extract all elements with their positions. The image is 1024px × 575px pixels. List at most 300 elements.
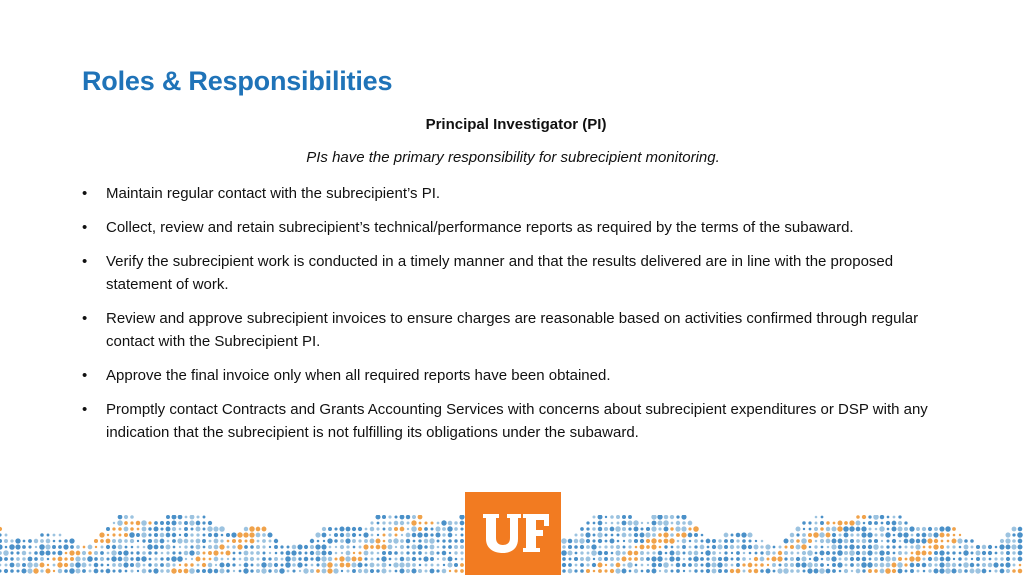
halftone-dot	[766, 569, 771, 574]
halftone-dot	[364, 569, 369, 574]
halftone-dot	[730, 545, 734, 549]
bullet-text: Promptly contact Contracts and Grants Accounting Services with concerns about subrecipient expenditures or DSP with any indication that the subrecipient is not fulfilling its obligations under the subaward.	[106, 401, 928, 441]
halftone-dot	[670, 551, 675, 556]
bullet-icon: •	[82, 219, 88, 236]
halftone-dot	[400, 521, 404, 525]
halftone-dot	[322, 569, 327, 574]
halftone-dot	[345, 538, 350, 543]
halftone-dot	[268, 569, 271, 572]
halftone-dot	[274, 569, 278, 573]
halftone-dot	[790, 563, 794, 567]
halftone-dot	[880, 563, 885, 568]
halftone-dot	[683, 570, 685, 572]
halftone-dot	[124, 521, 128, 525]
halftone-dot	[862, 569, 865, 572]
halftone-dot	[844, 533, 849, 538]
halftone-dot	[605, 522, 607, 524]
halftone-dot	[850, 557, 854, 561]
halftone-dot	[171, 556, 177, 562]
halftone-dot	[460, 533, 463, 536]
halftone-dot	[743, 552, 746, 555]
halftone-dot	[736, 551, 740, 555]
halftone-dot	[123, 556, 128, 561]
halftone-dot	[742, 557, 746, 561]
halftone-dot	[803, 570, 806, 573]
halftone-dot	[867, 532, 872, 537]
halftone-dot	[238, 539, 242, 543]
halftone-dot	[237, 532, 242, 537]
halftone-dot	[711, 562, 716, 567]
halftone-dot	[113, 522, 115, 524]
halftone-dot	[321, 556, 326, 561]
halftone-dot	[971, 546, 974, 549]
halftone-dot	[448, 521, 453, 526]
halftone-dot	[364, 557, 367, 560]
halftone-dot	[430, 551, 435, 556]
halftone-dot	[730, 539, 734, 543]
halftone-dot	[141, 532, 146, 537]
halftone-dot	[376, 563, 379, 566]
halftone-dot	[688, 551, 692, 555]
halftone-dot	[208, 545, 212, 549]
halftone-dot	[148, 533, 151, 536]
halftone-dot	[784, 551, 788, 555]
halftone-dot	[237, 544, 242, 549]
halftone-dot	[21, 568, 26, 573]
halftone-dot	[856, 551, 860, 555]
halftone-dot	[147, 544, 152, 549]
halftone-dot	[658, 533, 662, 537]
halftone-dot	[148, 539, 152, 543]
halftone-dot	[761, 540, 764, 543]
halftone-dot	[9, 544, 15, 550]
halftone-dot	[580, 533, 583, 536]
halftone-dot	[400, 527, 405, 532]
halftone-dot	[982, 569, 987, 574]
halftone-dot	[921, 538, 926, 543]
halftone-dot	[123, 550, 128, 555]
halftone-dot	[142, 569, 147, 574]
halftone-dot	[760, 545, 763, 548]
halftone-dot	[946, 533, 950, 537]
halftone-dot	[184, 545, 187, 548]
uf-logo-mark	[465, 492, 561, 575]
halftone-dot	[226, 569, 229, 572]
halftone-dot	[69, 550, 74, 555]
halftone-dot	[75, 568, 80, 573]
halftone-dot	[976, 545, 980, 549]
halftone-dot	[388, 515, 391, 518]
halftone-dot	[610, 545, 613, 548]
halftone-dot	[705, 550, 710, 555]
halftone-dot	[669, 538, 674, 543]
halftone-dot	[790, 557, 794, 561]
halftone-dot	[172, 563, 175, 566]
halftone-dot	[63, 544, 68, 549]
halftone-dot	[381, 544, 386, 549]
halftone-dot	[455, 558, 458, 561]
halftone-dot	[232, 545, 236, 549]
halftone-dot	[107, 564, 110, 567]
halftone-dot	[280, 563, 283, 566]
halftone-dot	[886, 563, 891, 568]
halftone-dot	[893, 516, 896, 519]
halftone-dot	[418, 527, 422, 531]
halftone-dot	[651, 515, 656, 520]
halftone-dot	[184, 521, 188, 525]
bullet-icon: •	[82, 367, 88, 384]
halftone-dot	[424, 527, 428, 531]
halftone-dot	[561, 538, 567, 544]
halftone-dot	[568, 545, 572, 549]
halftone-dot	[813, 532, 819, 538]
halftone-dot	[196, 551, 200, 555]
halftone-dot	[844, 569, 848, 573]
halftone-dot	[419, 522, 422, 525]
halftone-dot	[663, 532, 668, 537]
halftone-dot	[262, 533, 266, 537]
halftone-dot	[411, 520, 416, 525]
halftone-dot	[993, 562, 998, 567]
halftone-dot	[70, 545, 74, 549]
halftone-dot	[611, 522, 614, 525]
halftone-dot	[718, 569, 722, 573]
halftone-dot	[610, 515, 614, 519]
halftone-dot	[574, 569, 577, 572]
halftone-dot	[1018, 551, 1023, 556]
halftone-dot	[970, 563, 974, 567]
halftone-dot	[747, 532, 752, 537]
halftone-dot	[1000, 551, 1003, 554]
halftone-dot	[304, 545, 308, 549]
halftone-dot	[652, 533, 656, 537]
halftone-dot	[641, 522, 643, 524]
halftone-dot	[250, 545, 254, 549]
halftone-dot	[286, 551, 291, 556]
halftone-dot	[651, 526, 656, 531]
halftone-dot	[850, 539, 854, 543]
halftone-dot	[346, 569, 349, 572]
halftone-dot	[339, 526, 344, 531]
halftone-dot	[58, 569, 62, 573]
halftone-dot	[634, 533, 638, 537]
halftone-dot	[22, 545, 26, 549]
halftone-dot	[153, 568, 158, 573]
halftone-dot	[940, 557, 945, 562]
halftone-dot	[945, 568, 951, 574]
halftone-dot	[100, 557, 104, 561]
halftone-dot	[136, 521, 141, 526]
halftone-dot	[239, 564, 242, 567]
halftone-dot	[179, 564, 181, 566]
halftone-dot	[185, 558, 187, 560]
halftone-dot	[898, 521, 902, 525]
halftone-dot	[131, 552, 134, 555]
halftone-dot	[611, 534, 614, 537]
halftone-dot	[177, 538, 182, 543]
halftone-dot	[106, 557, 109, 560]
halftone-dot	[191, 558, 193, 560]
halftone-dot	[1012, 539, 1016, 543]
halftone-dot	[263, 552, 266, 555]
halftone-dot	[640, 533, 645, 538]
halftone-dot	[94, 551, 98, 555]
halftone-dot	[717, 562, 722, 567]
halftone-dot	[39, 544, 45, 550]
halftone-dot	[221, 534, 224, 537]
halftone-dot	[587, 552, 590, 555]
halftone-dot	[893, 552, 896, 555]
halftone-dot	[393, 562, 398, 567]
halftone-dot	[982, 545, 986, 549]
halftone-dot	[736, 533, 741, 538]
halftone-dot	[796, 563, 801, 568]
halftone-dot	[909, 526, 914, 531]
halftone-dot	[795, 526, 800, 531]
halftone-dot	[939, 526, 944, 531]
halftone-dot	[394, 527, 398, 531]
halftone-dot	[454, 563, 458, 567]
halftone-dot	[101, 546, 104, 549]
halftone-dot	[826, 521, 829, 524]
halftone-dot	[939, 562, 944, 567]
halftone-dot	[755, 552, 758, 555]
halftone-dot	[568, 551, 573, 556]
halftone-dot	[622, 533, 627, 538]
halftone-dot	[16, 557, 20, 561]
halftone-dot	[101, 564, 104, 567]
halftone-dot	[256, 527, 261, 532]
halftone-dot	[22, 557, 25, 560]
halftone-dot	[675, 526, 680, 531]
halftone-dot	[448, 545, 452, 549]
halftone-dot	[749, 558, 751, 560]
halftone-dot	[808, 533, 812, 537]
halftone-dot	[623, 564, 626, 567]
halftone-dot	[3, 550, 9, 556]
halftone-dot	[269, 540, 272, 543]
halftone-dot	[47, 558, 50, 561]
halftone-dot	[946, 557, 951, 562]
halftone-dot	[196, 557, 201, 562]
halftone-dot	[826, 539, 831, 544]
halftone-dot	[928, 557, 932, 561]
halftone-dot	[844, 539, 849, 544]
halftone-dot	[616, 545, 620, 549]
halftone-dot	[802, 533, 806, 537]
halftone-dot	[154, 539, 159, 544]
halftone-dot	[418, 569, 422, 573]
halftone-dot	[874, 539, 878, 543]
halftone-dot	[839, 570, 842, 573]
halftone-dot	[897, 562, 903, 568]
halftone-dot	[928, 545, 931, 548]
halftone-dot	[256, 545, 260, 549]
halftone-dot	[167, 540, 170, 543]
halftone-dot	[939, 550, 944, 555]
halftone-dot	[179, 552, 182, 555]
halftone-dot	[351, 556, 356, 561]
halftone-dot	[370, 527, 375, 532]
halftone-dot	[814, 527, 818, 531]
halftone-dot	[448, 557, 453, 562]
halftone-dot	[399, 562, 404, 567]
halftone-dot	[683, 558, 686, 561]
halftone-dot	[851, 570, 853, 572]
halftone-dot	[310, 545, 314, 549]
halftone-dot	[963, 562, 969, 568]
halftone-dot	[0, 533, 2, 536]
halftone-dot	[65, 552, 68, 555]
halftone-dot	[760, 557, 765, 562]
halftone-dot	[220, 569, 225, 574]
halftone-dot	[580, 563, 584, 567]
halftone-dot	[143, 564, 146, 567]
halftone-dot	[305, 552, 308, 555]
bullet-icon: •	[82, 310, 88, 327]
halftone-dot	[904, 521, 907, 524]
halftone-dot	[119, 534, 122, 537]
halftone-dot	[89, 564, 92, 567]
halftone-dot	[58, 551, 63, 556]
halftone-dot	[118, 557, 123, 562]
halftone-dot	[807, 568, 812, 573]
halftone-dot	[358, 569, 362, 573]
halftone-dot	[429, 538, 434, 543]
halftone-dot	[815, 552, 818, 555]
halftone-dot	[400, 569, 405, 574]
halftone-dot	[574, 533, 577, 536]
halftone-dot	[370, 569, 374, 573]
halftone-dot	[731, 534, 734, 537]
halftone-dot	[844, 563, 847, 566]
halftone-dot	[651, 544, 656, 549]
halftone-dot	[340, 539, 344, 543]
halftone-dot	[196, 515, 199, 518]
halftone-dot	[16, 551, 19, 554]
halftone-dot	[130, 527, 134, 531]
halftone-dot	[239, 558, 242, 561]
halftone-dot	[118, 545, 123, 550]
halftone-dot	[820, 539, 824, 543]
slide-title: Roles & Responsibilities	[82, 66, 393, 96]
halftone-dot	[346, 563, 351, 568]
halftone-dot	[777, 556, 782, 561]
halftone-dot	[868, 545, 872, 549]
halftone-dot	[815, 522, 818, 525]
halftone-dot	[658, 563, 662, 567]
halftone-dot	[952, 551, 955, 554]
halftone-dot	[244, 527, 248, 531]
halftone-dot	[820, 521, 824, 525]
halftone-dot	[910, 569, 914, 573]
halftone-dot	[947, 540, 950, 543]
halftone-dot	[184, 533, 188, 537]
halftone-dot	[676, 563, 680, 567]
halftone-dot	[604, 557, 608, 561]
halftone-dot	[106, 527, 110, 531]
halftone-dot	[875, 528, 878, 531]
halftone-dot	[946, 551, 949, 554]
halftone-dot	[783, 568, 789, 574]
halftone-dot	[197, 564, 200, 567]
halftone-dot	[346, 545, 349, 548]
halftone-dot	[976, 563, 979, 566]
halftone-dot	[669, 556, 674, 561]
halftone-dot	[321, 562, 326, 567]
halftone-dot	[874, 533, 877, 536]
halftone-dot	[933, 544, 938, 549]
halftone-dot	[233, 558, 236, 561]
halftone-dot	[190, 545, 193, 548]
halftone-dot	[10, 563, 15, 568]
halftone-dot	[934, 563, 937, 566]
halftone-dot	[731, 564, 734, 567]
halftone-dot	[418, 515, 423, 519]
halftone-dot	[622, 569, 627, 574]
halftone-dot	[700, 563, 703, 566]
halftone-dot	[460, 539, 464, 543]
halftone-dot	[131, 546, 134, 549]
halftone-dot	[610, 539, 615, 544]
halftone-dot	[1019, 564, 1022, 567]
halftone-dot	[382, 551, 386, 555]
halftone-dot	[118, 515, 123, 519]
halftone-dot	[64, 563, 68, 567]
halftone-dot	[130, 539, 134, 543]
halftone-dot	[208, 551, 212, 555]
halftone-dot	[1013, 564, 1016, 567]
halftone-dot	[826, 527, 830, 531]
halftone-dot	[190, 563, 193, 566]
halftone-dot	[160, 521, 164, 525]
halftone-dot	[442, 545, 445, 548]
halftone-dot	[166, 569, 170, 573]
halftone-dot	[844, 551, 848, 555]
halftone-dot	[659, 546, 662, 549]
halftone-dot	[574, 545, 578, 549]
halftone-dot	[454, 521, 457, 524]
halftone-dot	[401, 534, 403, 536]
halftone-dot	[334, 557, 337, 560]
halftone-dot	[261, 568, 266, 573]
halftone-dot	[280, 545, 283, 548]
halftone-dot	[437, 540, 440, 543]
halftone-dot	[640, 539, 644, 543]
halftone-dot	[214, 569, 218, 573]
halftone-dot	[447, 526, 452, 531]
halftone-dot	[406, 569, 410, 573]
halftone-dot	[82, 557, 86, 561]
halftone-dot	[268, 563, 273, 568]
halftone-dot	[94, 557, 98, 561]
halftone-dot	[905, 546, 908, 549]
halftone-dot	[844, 545, 847, 548]
halftone-dot	[598, 569, 602, 573]
halftone-dot	[321, 550, 326, 555]
bullet-item	[82, 182, 952, 205]
halftone-dot	[971, 558, 973, 560]
halftone-dot	[227, 540, 230, 543]
halftone-dot	[976, 557, 980, 561]
halftone-dot	[819, 532, 824, 537]
halftone-dot	[142, 539, 145, 542]
halftone-dot	[765, 544, 770, 549]
halftone-dot	[874, 563, 878, 567]
halftone-dot	[23, 540, 26, 543]
halftone-dot	[184, 539, 189, 544]
halftone-dot	[622, 527, 626, 531]
